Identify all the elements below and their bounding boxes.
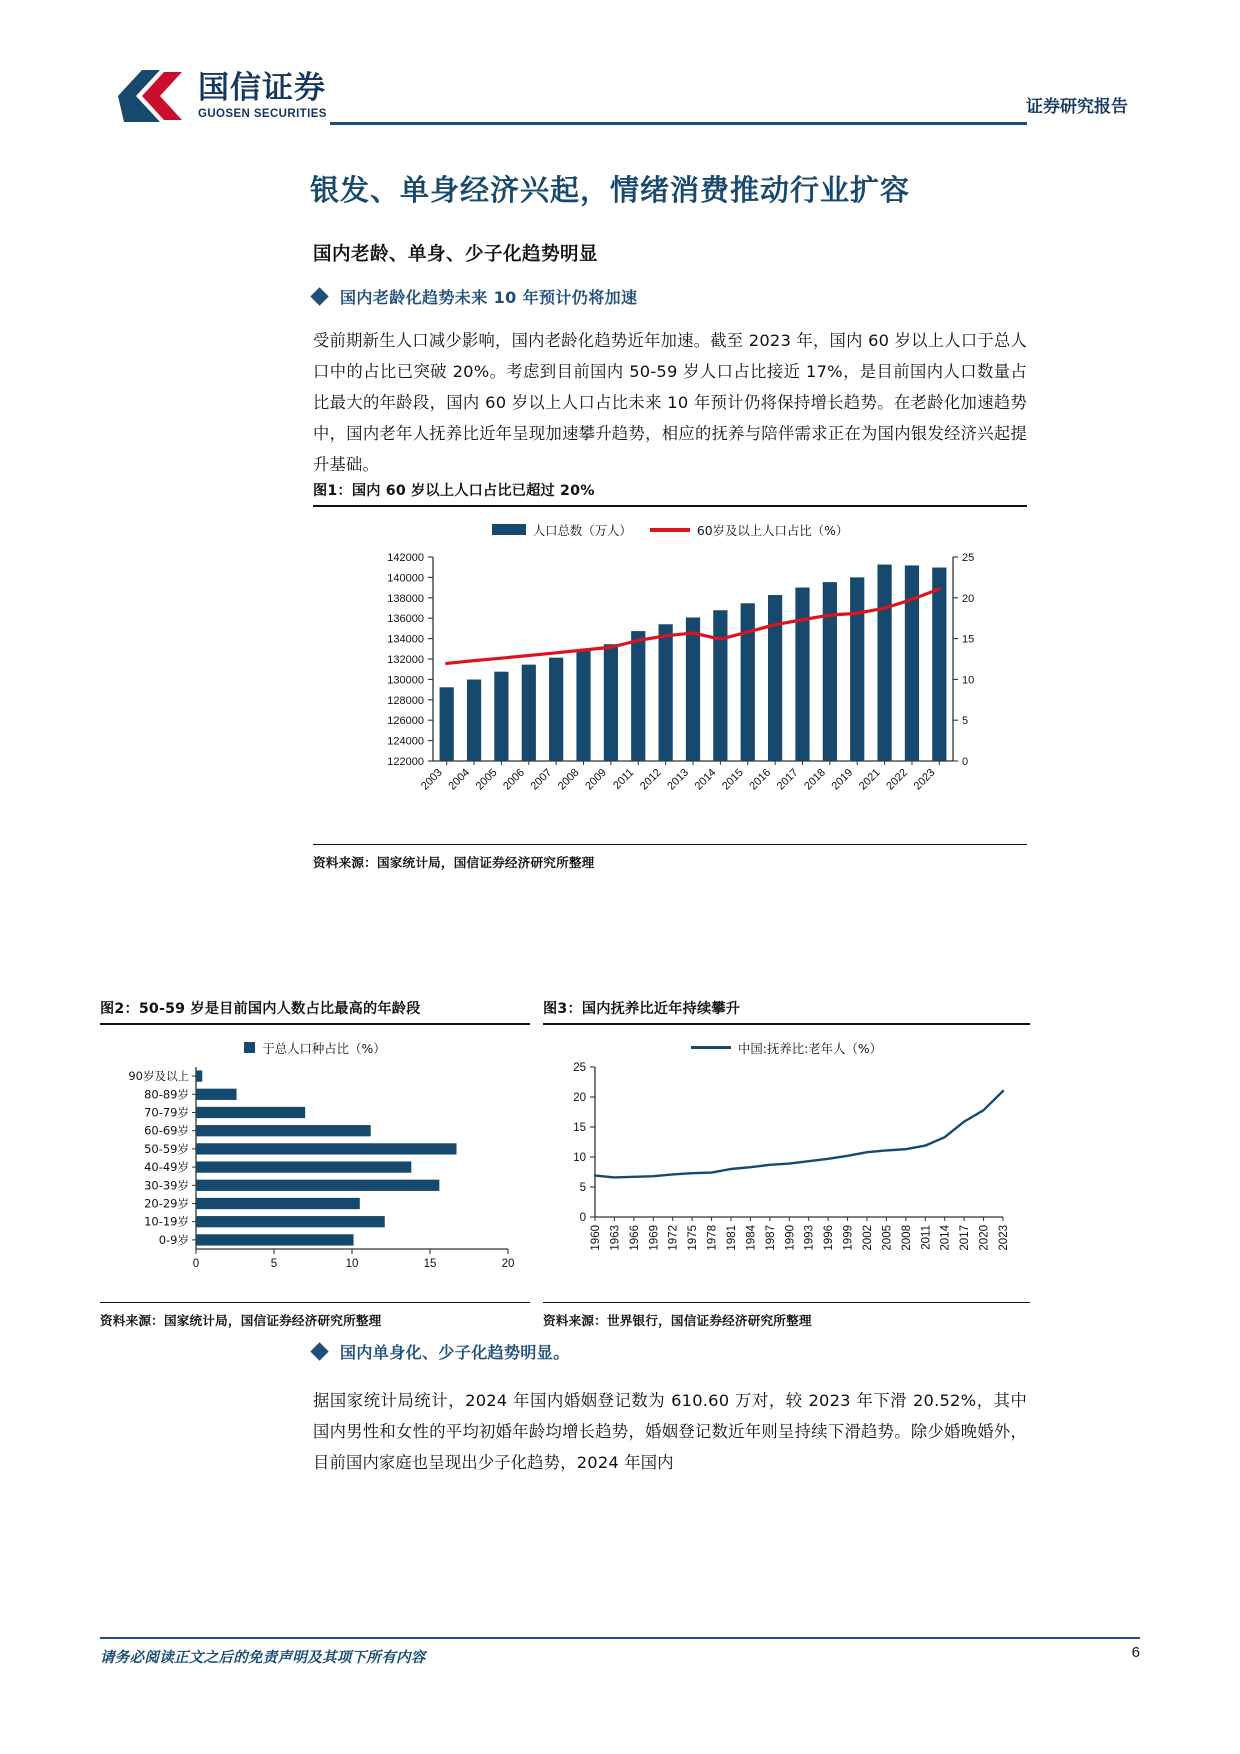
body-paragraph-2: 据国家统计局统计，2024 年国内婚姻登记数为 610.60 万对，较 2023 年下滑 20.52%，其中国内男性和女性的平均初婚年龄均增长趋势，婚姻登记数近年则呈持续下滑趋势。除少婚晚婚外，目前国内家庭也呈现出少子化趋势，2024 年国内: [313, 1391, 1027, 1472]
svg-text:5: 5: [270, 1257, 278, 1270]
svg-text:1972: 1972: [667, 1224, 680, 1251]
figure-3-caption: 图3：国内抚养比近年持续攀升: [543, 1001, 741, 1017]
legend-item-share: [244, 1039, 385, 1057]
svg-text:2003: 2003: [419, 766, 445, 793]
svg-text:15: 15: [573, 1121, 586, 1134]
figure-2-source: 资料来源：国家统计局，国信证券经济研究所整理: [100, 1312, 382, 1328]
svg-text:142000: 142000: [387, 551, 424, 564]
svg-text:30-39岁: 30-39岁: [144, 1177, 189, 1192]
svg-text:2019: 2019: [829, 766, 856, 793]
bullet-point-1: [313, 285, 1033, 308]
report-type-label: 证券研究报告: [1026, 97, 1128, 117]
page-number: 6: [1131, 1644, 1140, 1661]
svg-text:132000: 132000: [387, 653, 424, 666]
legend-label-ratio: 60岁及以上人口占比（%）: [696, 522, 849, 538]
svg-text:20: 20: [501, 1257, 515, 1270]
svg-text:1969: 1969: [648, 1224, 661, 1251]
figure-2: [100, 998, 530, 1329]
logo-company-name-en: GUOSEN SECURITIES: [198, 108, 327, 121]
figure-2-caption: 图2：50-59 岁是目前国内人数占比最高的年龄段: [100, 1001, 421, 1017]
svg-text:2007: 2007: [528, 766, 555, 793]
svg-text:1987: 1987: [764, 1224, 777, 1251]
legend-label-share: 于总人口种占比（%）: [262, 1040, 386, 1056]
section-heading: 国内老龄、单身、少子化趋势明显: [313, 244, 599, 265]
svg-text:10: 10: [345, 1257, 359, 1270]
svg-text:10: 10: [962, 673, 975, 686]
svg-text:1960: 1960: [590, 1224, 602, 1251]
svg-text:2021: 2021: [856, 766, 883, 793]
svg-text:1996: 1996: [823, 1224, 836, 1251]
svg-text:1975: 1975: [687, 1224, 700, 1251]
legend-item-dependency: [691, 1039, 882, 1057]
figure-2-legend: [100, 1025, 530, 1057]
svg-text:2005: 2005: [473, 766, 500, 793]
svg-text:2017: 2017: [774, 766, 801, 793]
svg-text:20: 20: [573, 1091, 586, 1104]
svg-text:2008: 2008: [900, 1224, 913, 1251]
legend-label-dependency: 中国:抚养比:老年人（%）: [737, 1040, 883, 1056]
svg-text:2002: 2002: [862, 1224, 874, 1251]
svg-text:138000: 138000: [387, 592, 424, 605]
bullet-2-label: 国内单身化、少子化趋势明显。: [340, 1343, 570, 1362]
svg-text:70-79岁: 70-79岁: [144, 1105, 189, 1120]
diamond-bullet-icon-2: [310, 1342, 328, 1360]
figure-3-source: 资料来源：世界银行，国信证券经济研究所整理: [543, 1312, 812, 1328]
figure-1-caption: 图1：国内 60 岁以上人口占比已超过 20%: [313, 483, 595, 499]
svg-text:25: 25: [962, 551, 975, 564]
page-title: 银发、单身经济兴起，情绪消费推动行业扩容: [310, 173, 911, 207]
page-header: [0, 0, 1240, 150]
svg-text:130000: 130000: [387, 673, 424, 686]
svg-text:2015: 2015: [720, 766, 746, 793]
svg-text:1990: 1990: [784, 1224, 797, 1251]
svg-text:140000: 140000: [387, 571, 424, 584]
svg-text:1993: 1993: [803, 1224, 816, 1251]
svg-text:122000: 122000: [387, 755, 424, 768]
legend-item-ratio: [650, 521, 848, 539]
logo-company-name-cn: 国信证券: [198, 70, 326, 107]
svg-text:124000: 124000: [387, 735, 424, 748]
svg-text:15: 15: [962, 633, 975, 646]
svg-text:10: 10: [573, 1151, 586, 1164]
svg-text:20: 20: [962, 592, 975, 605]
svg-text:136000: 136000: [387, 612, 424, 625]
legend-swatch-line-icon: [650, 528, 690, 532]
figure-1-legend: [313, 507, 1027, 539]
svg-text:128000: 128000: [387, 694, 424, 707]
legend-label-population: 人口总数（万人）: [532, 522, 632, 538]
svg-text:20-29岁: 20-29岁: [144, 1196, 189, 1211]
legend-swatch-bar-icon: [492, 524, 526, 535]
legend-swatch-line-blue-icon: [691, 1046, 731, 1049]
svg-text:0: 0: [192, 1257, 200, 1270]
svg-text:2012: 2012: [637, 766, 664, 793]
svg-text:5: 5: [579, 1181, 586, 1194]
svg-text:2011: 2011: [920, 1224, 933, 1250]
figure-1-source: 资料来源：国家统计局，国信证券经济研究所整理: [313, 854, 595, 870]
svg-text:80-89岁: 80-89岁: [144, 1086, 189, 1101]
svg-text:2020: 2020: [978, 1224, 991, 1251]
svg-text:40-49岁: 40-49岁: [144, 1159, 189, 1174]
svg-text:0: 0: [579, 1211, 586, 1224]
footer-disclaimer: 请务必阅读正文之后的免责声明及其项下所有内容: [100, 1650, 426, 1666]
svg-text:10-19岁: 10-19岁: [144, 1214, 189, 1229]
figure-1-plot: [313, 539, 1027, 844]
svg-text:2018: 2018: [802, 766, 828, 793]
company-logo: [112, 66, 327, 128]
svg-text:2013: 2013: [665, 766, 692, 793]
svg-text:2014: 2014: [692, 766, 719, 793]
svg-text:1978: 1978: [706, 1224, 719, 1251]
svg-text:90岁及以上: 90岁及以上: [128, 1068, 189, 1083]
svg-text:1963: 1963: [609, 1224, 622, 1251]
svg-text:134000: 134000: [387, 633, 424, 646]
svg-text:0-9岁: 0-9岁: [158, 1232, 189, 1247]
svg-text:1966: 1966: [628, 1224, 641, 1251]
bullet-point-2: [313, 1340, 1033, 1363]
svg-text:0: 0: [962, 755, 969, 768]
svg-text:2023: 2023: [911, 766, 938, 793]
svg-text:2009: 2009: [583, 766, 610, 793]
diamond-bullet-icon: [310, 287, 328, 305]
svg-text:5: 5: [962, 714, 969, 727]
svg-text:15: 15: [423, 1257, 437, 1270]
figure-3: [543, 998, 1030, 1329]
body-paragraph-1: 受前期新生人口减少影响，国内老龄化趋势近年加速。截至 2023 年，国内 60 岁以上人口于总人口中的占比已突破 20%。考虑到目前国内 50-59 岁人口占比接近 17%，是目前国内人口数量占比最大的年龄段，国内 60 岁以上人口占比未来 10 年预计仍将保持增长趋势。在老龄化加速趋势中，国内老年人抚养比近年呈现加速攀升趋势，相应的抚养与陪伴需求正在为国内银发经济兴起提升基础。: [313, 331, 1027, 474]
figure-1: [313, 480, 1027, 871]
svg-text:2023: 2023: [998, 1224, 1010, 1251]
svg-text:2022: 2022: [884, 766, 911, 793]
svg-text:2004: 2004: [446, 766, 473, 793]
svg-text:25: 25: [573, 1061, 586, 1074]
svg-text:2017: 2017: [959, 1224, 972, 1251]
svg-text:50-59岁: 50-59岁: [144, 1141, 189, 1156]
svg-text:1981: 1981: [726, 1224, 738, 1251]
svg-text:1999: 1999: [842, 1224, 855, 1251]
figure-2-plot: [100, 1057, 530, 1302]
bullet-1-label: 国内老龄化趋势未来 10 年预计仍将加速: [340, 288, 638, 307]
guosen-logo-icon: [112, 66, 188, 128]
svg-text:2016: 2016: [747, 766, 774, 793]
svg-text:2005: 2005: [881, 1224, 894, 1251]
header-divider: [330, 122, 1027, 125]
svg-text:2014: 2014: [939, 1224, 952, 1251]
legend-item-population: [492, 521, 632, 539]
footer-divider: [100, 1637, 1140, 1639]
svg-text:2008: 2008: [555, 766, 582, 793]
svg-text:60-69岁: 60-69岁: [144, 1123, 189, 1138]
legend-swatch-square-icon: [244, 1042, 255, 1053]
svg-text:2006: 2006: [501, 766, 527, 793]
svg-text:2011: 2011: [611, 766, 637, 792]
svg-text:126000: 126000: [387, 714, 424, 727]
svg-text:1984: 1984: [745, 1224, 758, 1251]
figure-3-plot: [543, 1057, 1030, 1302]
figure-3-legend: [543, 1025, 1030, 1057]
